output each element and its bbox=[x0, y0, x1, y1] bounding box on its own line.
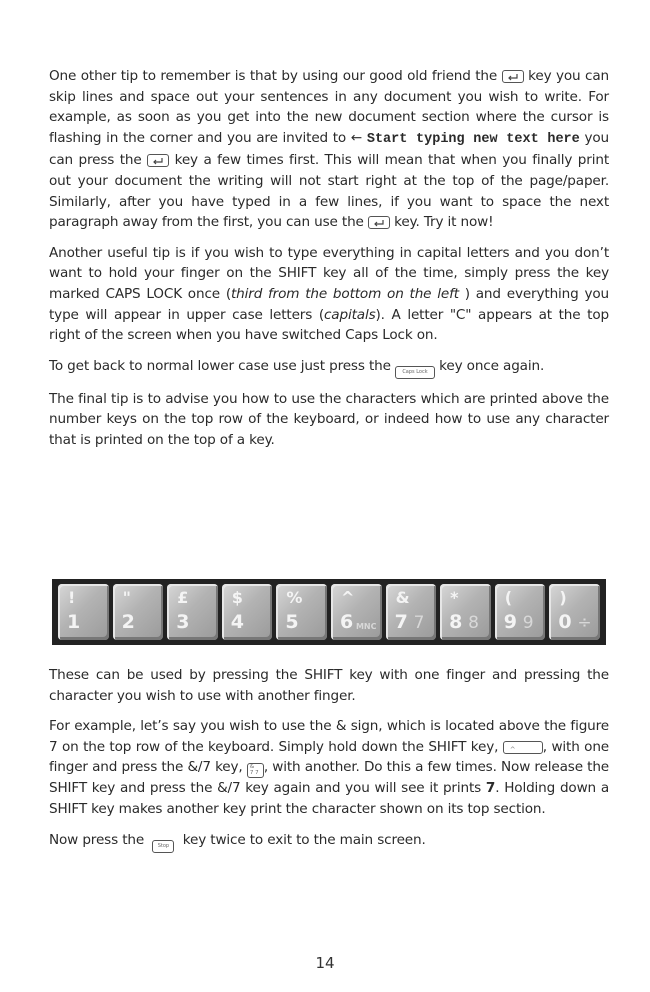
enter-key-icon bbox=[502, 70, 524, 83]
key-top-glyph: ( bbox=[504, 588, 513, 607]
keyboard-key bbox=[549, 584, 600, 640]
text: key you can skip lines and space out your sentences in any document you wish to write. For example, as soon as you get into the new document section where the cursor is flashing in the corner and you are invited to bbox=[49, 68, 610, 146]
page-body bbox=[49, 66, 609, 461]
left-arrow-icon: ← bbox=[350, 129, 363, 146]
key-top-glyph: " bbox=[122, 588, 131, 607]
text: . Holding down a SHIFT key makes another key print the character shown on its top section. bbox=[49, 780, 610, 817]
key-top-glyph: & bbox=[249, 764, 255, 771]
text: For example, let’s say you wish to use the & sign, which is located above the figure 7 on the top row of the keyboard. Simply hold down the SHIFT key, bbox=[49, 718, 609, 755]
key-sub-glyph: ÷ bbox=[577, 613, 592, 633]
key-top-glyph: ! bbox=[68, 588, 76, 607]
italic-text: third from the bottom on the left bbox=[230, 285, 459, 302]
keyboard-key bbox=[440, 584, 491, 640]
key-top-glyph: * bbox=[450, 588, 459, 607]
text: key a few times first. This will mean that when you finally print out your document the writing will not start right at the top of the page/paper. Similarly, after you have typed in a few lines, if you want to space the next paragraph away from the first, you can use the bbox=[49, 152, 610, 231]
key-bottom-glyph: 7 7 bbox=[249, 770, 259, 777]
text: Now press the bbox=[49, 831, 145, 848]
text: key once again. bbox=[439, 357, 545, 374]
page-body-lower bbox=[49, 665, 609, 863]
key-top-glyph: % bbox=[286, 588, 303, 607]
text: key. Try it now! bbox=[394, 214, 494, 231]
key-bottom-glyph: 7 bbox=[394, 611, 408, 633]
key-top-glyph: & bbox=[395, 588, 410, 607]
page-number: 14 bbox=[315, 954, 335, 972]
key-bottom-glyph: 6 bbox=[339, 611, 354, 633]
text: Another useful tip is if you wish to type everything in capital letters and you don’t want to hold your finger on the SHIFT key all of the time, simply press the key marked CAPS LOCK once ( bbox=[49, 244, 609, 302]
text: ). A letter "C" appears at the top right of the screen when you have switched Caps Lock on. bbox=[49, 306, 609, 344]
key-sub-glyph: 9 bbox=[522, 613, 534, 633]
ampersand-seven-key-icon bbox=[247, 763, 264, 778]
text: , with another. Do this a few times. Now release the SHIFT key and press the &/7 key again and you will see it prints bbox=[49, 759, 610, 797]
paragraph-shift-usage: These can be used by pressing the SHIFT key with one finger and pressing the character you wish to use with another finger. bbox=[49, 667, 609, 704]
text: ) and everything you type will appear in upper case letters ( bbox=[49, 285, 609, 323]
text: key twice to exit to the main screen. bbox=[182, 831, 426, 848]
keyboard-key bbox=[495, 584, 546, 640]
keyboard-key bbox=[58, 584, 109, 640]
key-top-glyph: ^ bbox=[340, 588, 355, 607]
enter-key-icon bbox=[147, 154, 169, 167]
key-sub-glyph: MNC bbox=[355, 622, 377, 631]
italic-text: capitals bbox=[323, 306, 376, 323]
key-bottom-glyph: 2 bbox=[121, 611, 135, 633]
paragraph-exit bbox=[49, 830, 609, 853]
caps-lock-key-icon: Caps Lock bbox=[395, 366, 435, 379]
keyboard-key bbox=[276, 584, 327, 640]
shift-glyph: ^ bbox=[509, 745, 516, 754]
bold-text: 7 bbox=[485, 780, 496, 797]
key-bottom-glyph: 1 bbox=[67, 611, 81, 633]
text: One other tip to remember is that by using our good old friend the bbox=[49, 68, 498, 84]
shift-key-icon bbox=[503, 741, 543, 754]
key-top-glyph: ) bbox=[559, 588, 567, 607]
enter-key-icon bbox=[368, 216, 390, 229]
keyboard-key bbox=[222, 584, 273, 640]
key-top-glyph: £ bbox=[177, 588, 189, 607]
key-sub-glyph: 8 bbox=[468, 613, 479, 633]
paragraph-lower-case bbox=[49, 356, 609, 379]
keyboard-key bbox=[167, 584, 218, 640]
keyboard-key bbox=[113, 584, 164, 640]
paragraph-final-tip: The final tip is to advise you how to use the characters which are printed above the number keys on the top row of the keyboard, or indeed how to use any character that is printed on the top of a key. bbox=[49, 390, 609, 448]
paragraph-enter-key-tip bbox=[49, 66, 609, 233]
key-top-glyph: $ bbox=[231, 588, 243, 607]
key-bottom-glyph: 5 bbox=[285, 611, 299, 633]
keyboard-key bbox=[386, 584, 437, 640]
key-bottom-glyph: 8 bbox=[449, 611, 463, 633]
paragraph-caps-lock-tip bbox=[49, 243, 609, 346]
key-bottom-glyph: 9 bbox=[503, 611, 517, 633]
text: , with one finger and press the &/7 key, bbox=[49, 738, 609, 776]
key-bottom-glyph: 0 bbox=[558, 611, 572, 633]
key-bottom-glyph: 3 bbox=[176, 611, 190, 633]
key-bottom-glyph: 4 bbox=[230, 611, 245, 633]
text: To get back to normal lower case use just press the bbox=[49, 357, 391, 374]
keyboard-number-row-image bbox=[52, 579, 606, 645]
text: you can press the bbox=[49, 129, 610, 169]
paragraph-ampersand-example bbox=[49, 716, 609, 819]
key-sub-glyph: 7 bbox=[413, 613, 425, 633]
keyboard-key bbox=[331, 584, 382, 640]
stop-key-icon: Stop bbox=[152, 840, 174, 853]
prompt-text: Start typing new text here bbox=[366, 131, 580, 147]
